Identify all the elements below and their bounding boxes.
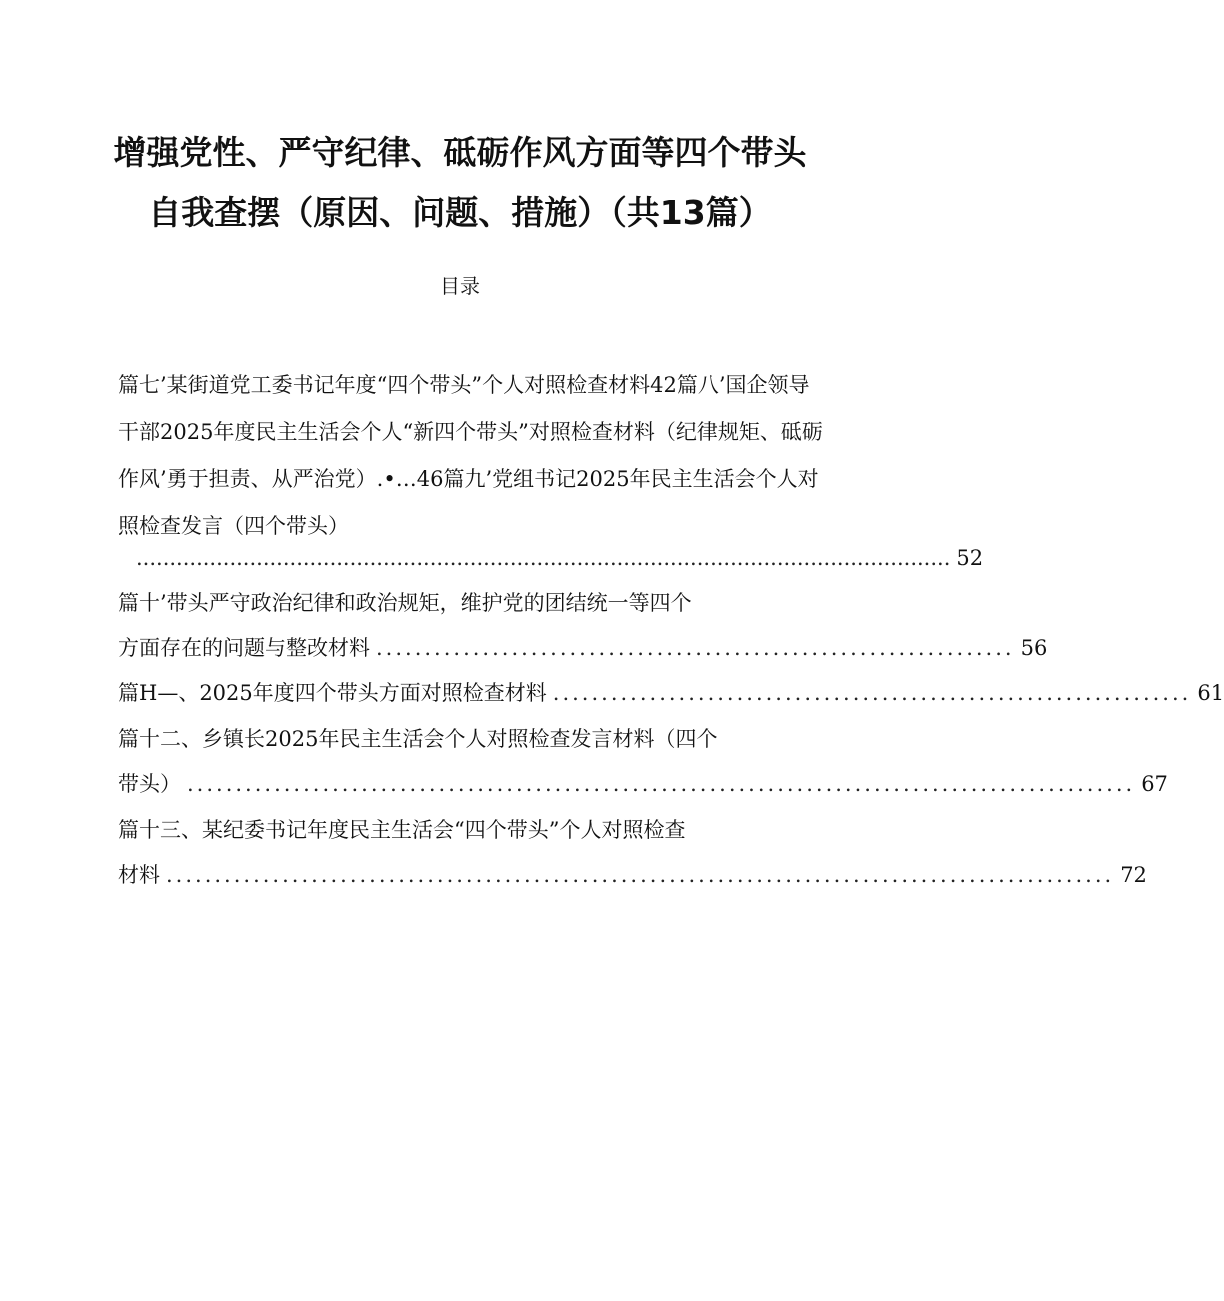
page-number: 56: [1020, 636, 1048, 660]
toc-entry-13-line-2: [118, 860, 1147, 890]
toc-entry-12-line-1: 篇十二、乡镇长2025年民主生活会个人对照检查发言材料（四个: [118, 727, 718, 751]
toc-entry-10-line-2: [118, 633, 1048, 663]
leader-dots: ..................................................................................................: [166, 863, 1115, 887]
document-title-line-1: 增强党性、严守纪律、砥砺作风方面等四个带头: [113, 133, 807, 172]
entry-text: 篇H—、2025年度四个带头方面对照检查材料: [118, 681, 547, 705]
toc-entry-10-line-1: 篇十’带头严守政治纪律和政治规矩，维护党的团结统一等四个: [118, 591, 692, 615]
toc-heading: 目录: [440, 274, 480, 298]
page-number: 67: [1141, 772, 1168, 796]
entry-text: 带头）: [118, 772, 181, 796]
entry-text: 方面存在的问题与整改材料: [118, 636, 370, 660]
toc-entry-12-line-2: [118, 769, 1168, 799]
page-number: 52: [956, 546, 984, 570]
toc-entry-11: [118, 678, 1224, 708]
document-title-line-2: 自我查摆（原因、问题、措施）（共13篇）: [148, 193, 772, 232]
toc-paragraph: 篇七’某街道党工委书记年度“四个带头”个人对照检查材料42篇八’国企领导干部2025年度民主生活会个人“新四个带头”对照检查材料（纪律规矩、砥砺作风’勇于担责、从严治党）.•…46篇九’党组书记2025年民主生活会个人对照检查发言（四个带头）: [118, 373, 823, 538]
entry-text: 材料: [118, 863, 160, 887]
leader-dots: ..........................................................................................................................: [136, 546, 951, 570]
leader-dots: ..................................................................: [376, 636, 1015, 660]
leader-dots: ..................................................................................................: [187, 772, 1136, 796]
toc-entry-13-line-1: 篇十三、某纪委书记年度民主生活会“四个带头”个人对照检查: [118, 818, 686, 842]
leader-dots: ..................................................................: [552, 681, 1192, 705]
page-number: 72: [1120, 863, 1147, 887]
page-number: 61: [1197, 681, 1224, 705]
toc-leader-row-52: [118, 543, 984, 573]
